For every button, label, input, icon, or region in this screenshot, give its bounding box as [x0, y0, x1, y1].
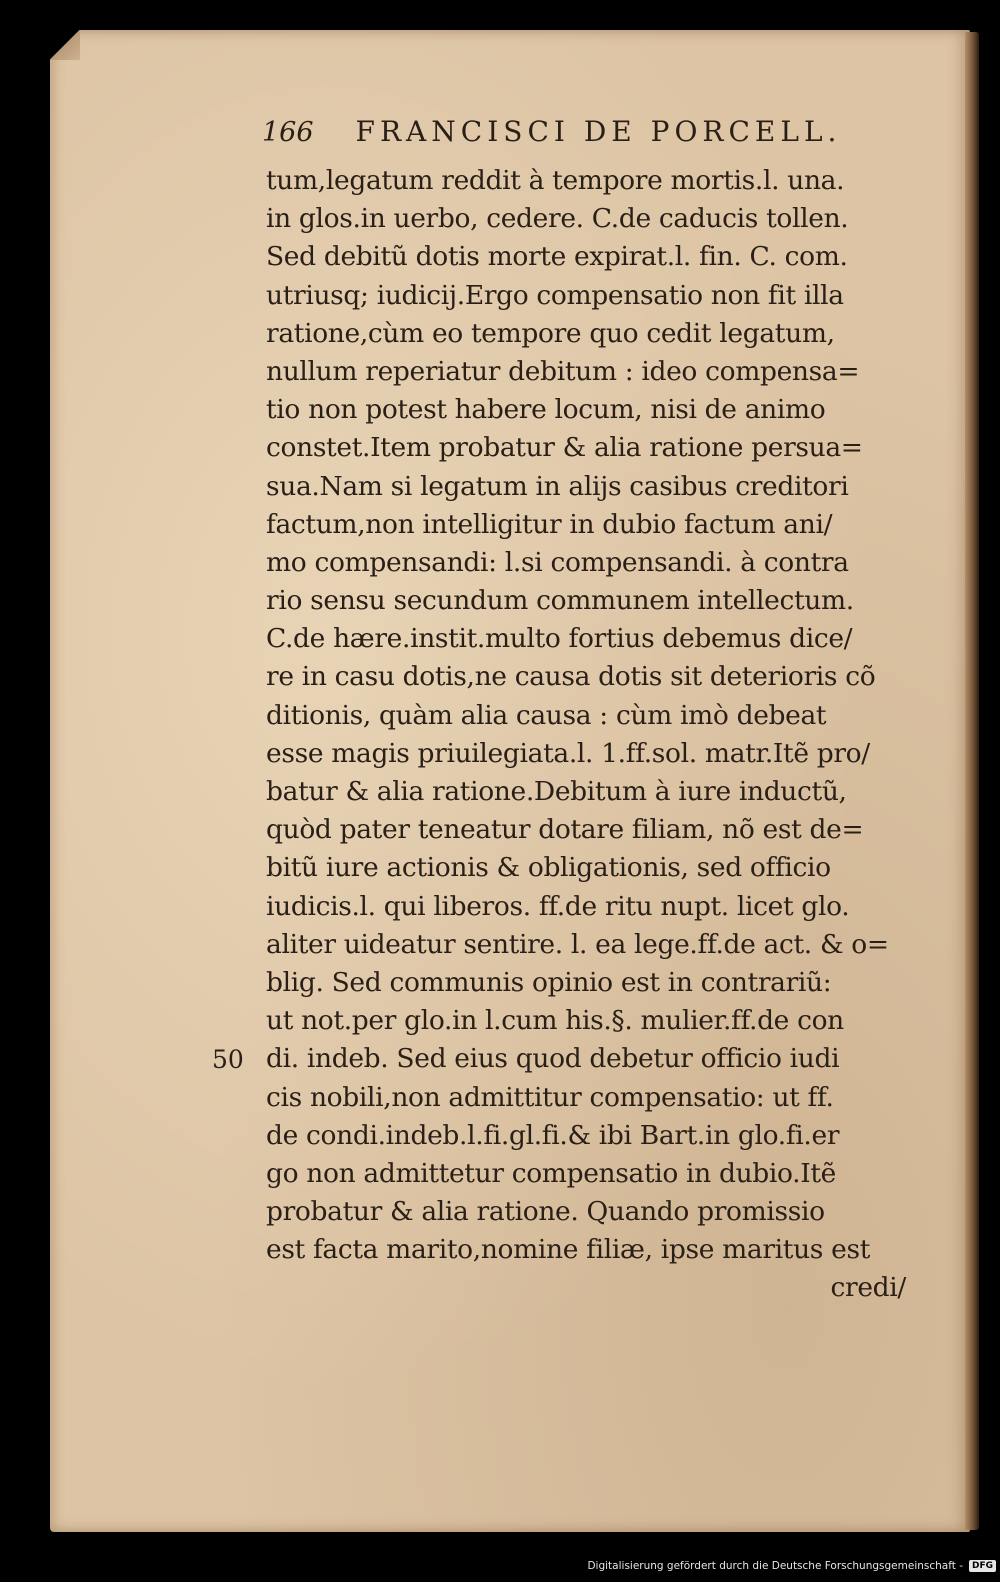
page-number: 166	[262, 117, 314, 148]
text-line: utriusq; iudicij.Ergo compensatio non fit illa	[266, 279, 844, 311]
running-head	[262, 115, 922, 159]
text-line: esse magis priuilegiata.l. 1.ff.sol. matr.Itẽ pro/	[266, 737, 870, 769]
text-line: quòd pater teneatur dotare filiam, nõ est de=	[266, 814, 864, 846]
text-line: aliter uideatur sentire. l. ea lege.ff.de act. & o=	[266, 928, 889, 960]
footer-credit: Digitalisierung gefördert durch die Deutsche Forschungsgemeinschaft -	[587, 1560, 963, 1572]
digitization-footer	[587, 1550, 1000, 1582]
text-line: go non admittetur compensatio in dubio.Itẽ	[266, 1157, 836, 1189]
text-line: batur & alia ratione.Debitum à iure inductũ,	[266, 776, 847, 807]
text-line: di. indeb. Sed eius quod debetur officio iudi	[266, 1043, 840, 1075]
text-line: probatur & alia ratione. Quando promissio	[266, 1196, 825, 1228]
text-line: iudicis.l. qui liberos. ff.de ritu nupt. licet glo.	[266, 890, 850, 922]
text-line: cis nobili,non admittitur compensatio: ut ff.	[266, 1081, 834, 1113]
page-corner	[50, 30, 80, 60]
text-line: Sed debitũ dotis morte expirat.l. fin. C. com.	[266, 241, 848, 273]
page-edge	[965, 32, 979, 1530]
text-line: est facta marito,nomine filiæ, ipse maritus est	[266, 1234, 870, 1266]
text-line: tio non potest habere locum, nisi de animo	[266, 394, 826, 426]
text-line: blig. Sed communis opinio est in contrariũ:	[266, 966, 832, 998]
dfg-logo: DFG	[969, 1560, 996, 1572]
text-line: mo compensandi: l.si compensandi. à contra	[266, 546, 849, 578]
body-text	[266, 162, 916, 1308]
text-line: sua.Nam si legatum in alijs casibus creditori	[266, 470, 849, 502]
text-line: de condi.indeb.l.fi.gl.fi.& ibi Bart.in glo.fi.er	[266, 1119, 840, 1151]
text-line: C.de hære.instit.multo fortius debemus dice/	[266, 623, 853, 655]
text-line: constet.Item probatur & alia ratione persua=	[266, 432, 863, 464]
text-line: factum,non intelligitur in dubio factum ani/	[266, 508, 833, 540]
text-line: ut not.per glo.in l.cum his.§. mulier.ff.de con	[266, 1005, 844, 1037]
text-line: nullum reperiatur debitum : ideo compensa=	[266, 355, 860, 387]
text-line: bitũ iure actionis & obligationis, sed officio	[266, 852, 831, 884]
text-line: rio sensu secundum communem intellectum.	[266, 585, 854, 617]
text-line: ratione,cùm eo tempore quo cedit legatum,	[266, 317, 835, 349]
text-line: in glos.in uerbo, cedere. C.de caducis tollen.	[266, 203, 849, 235]
text-line: tum,legatum reddit à tempore mortis.l. una.	[266, 165, 845, 196]
running-title: FRANCISCI DE PORCELL.	[355, 115, 842, 148]
text-line: ditionis, quàm alia causa : cùm imò debeat	[266, 699, 827, 731]
text-line: re in casu dotis,ne causa dotis sit deterioris cõ	[266, 661, 876, 693]
margin-line-number: 50	[212, 1045, 244, 1074]
catchword: credi/	[830, 1272, 906, 1304]
